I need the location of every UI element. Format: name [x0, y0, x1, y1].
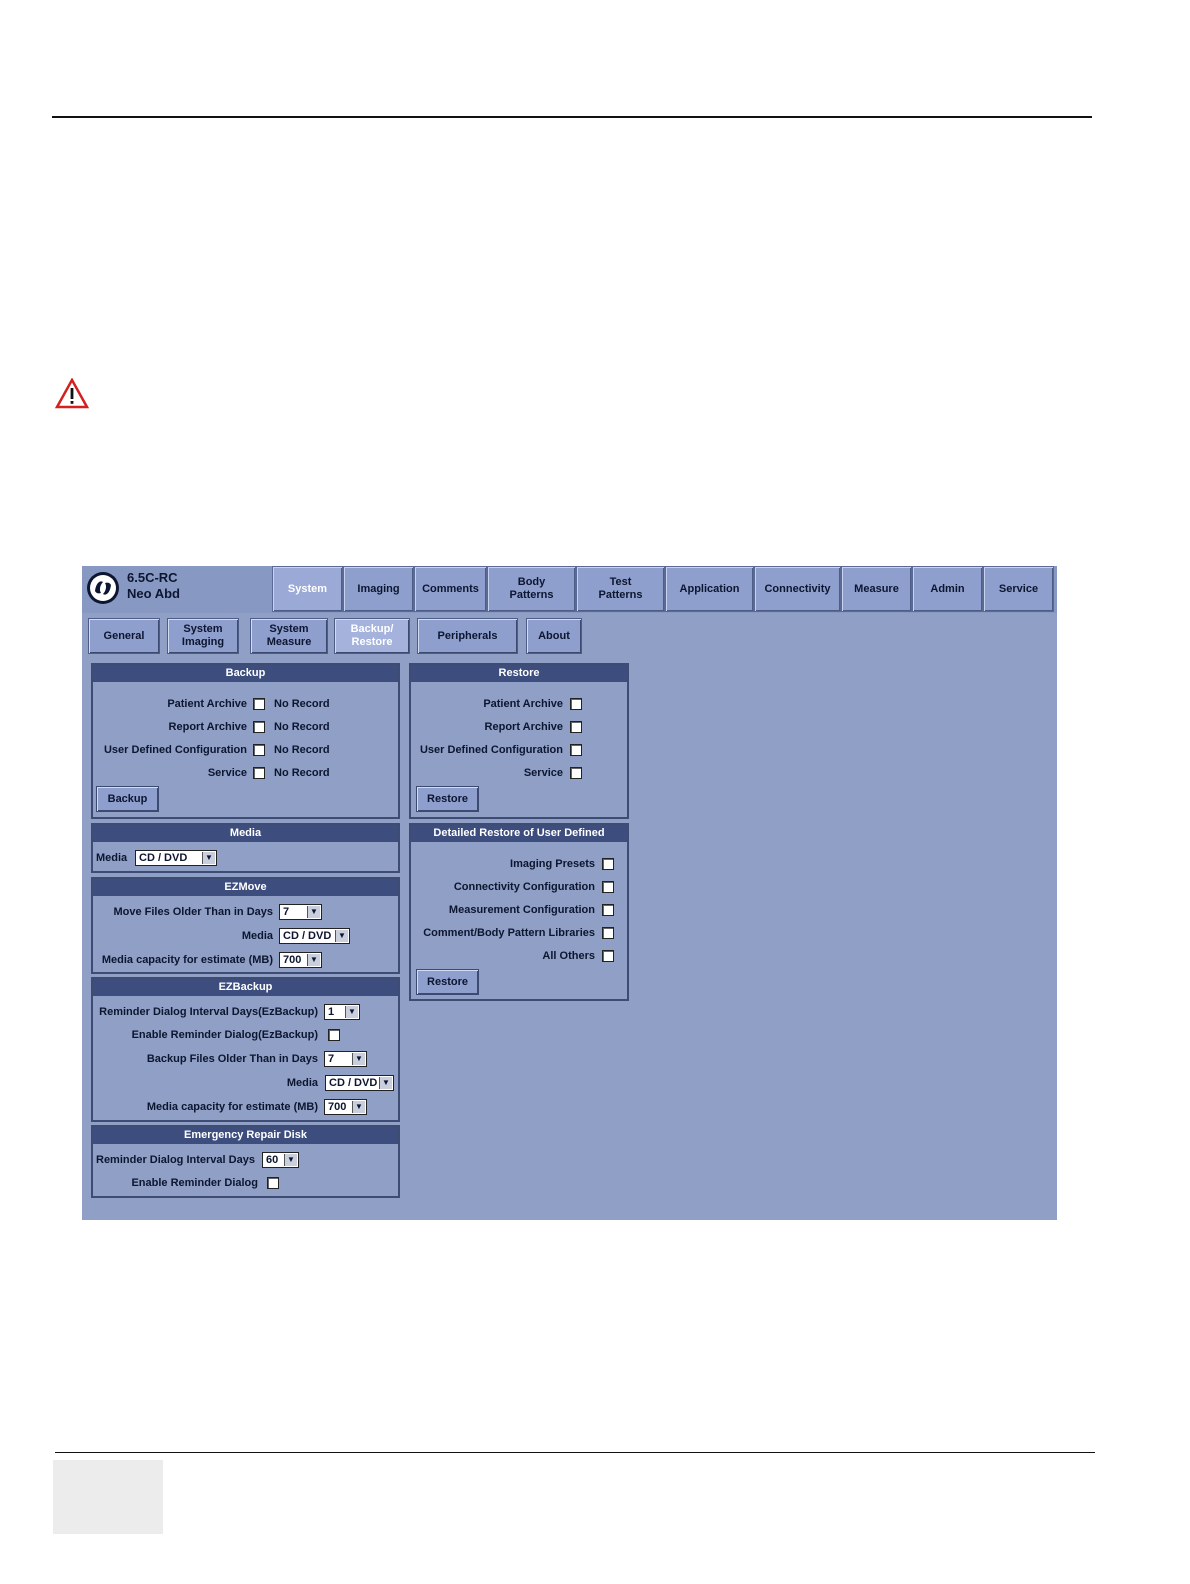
backup-panel [91, 663, 400, 819]
media-select[interactable] [135, 850, 217, 866]
restore-label: Patient Archive [483, 698, 563, 710]
warning-icon [55, 378, 89, 410]
preset-name: Neo Abd [127, 586, 180, 601]
top-rule [52, 116, 1092, 118]
chevron-down-icon[interactable]: ▼ [284, 1154, 297, 1166]
ultrasound-config-screen [82, 566, 1057, 1220]
detailed-restore-button[interactable]: Restore [416, 969, 479, 995]
all-others-checkbox[interactable] [602, 950, 614, 962]
detailed-restore-row [411, 901, 621, 919]
ezmove-days-row [93, 903, 393, 921]
ezbackup-interval-value: 1 [328, 1006, 335, 1018]
ezmove-panel [91, 877, 400, 974]
restore-row [411, 718, 621, 736]
erd-enable-checkbox[interactable] [267, 1177, 279, 1189]
restore-label: Service [523, 767, 563, 779]
backup-patient-archive-checkbox[interactable] [253, 698, 265, 710]
subtab-backup-restore[interactable]: Backup/ Restore [334, 618, 410, 654]
chevron-down-icon[interactable]: ▼ [352, 1101, 365, 1113]
detailed-restore-label: Measurement Configuration [448, 904, 595, 916]
media-panel [91, 823, 400, 873]
detailed-restore-panel [409, 823, 629, 1001]
ezmove-capacity-row [93, 951, 393, 969]
tab-admin[interactable]: Admin [912, 566, 983, 612]
backup-status: No Record [274, 767, 330, 779]
probe-name: 6.5C-RC [127, 570, 178, 585]
restore-label: User Defined Configuration [419, 744, 563, 756]
ezmove-media-value: CD / DVD [283, 930, 332, 942]
tab-service[interactable]: Service [983, 566, 1054, 612]
ezbackup-title: EZBackup [93, 979, 398, 996]
ezbackup-days-select[interactable] [324, 1051, 367, 1067]
restore-panel [409, 663, 629, 819]
restore-label: Report Archive [484, 721, 563, 733]
chevron-down-icon[interactable]: ▼ [379, 1077, 392, 1089]
backup-report-archive-checkbox[interactable] [253, 721, 265, 733]
chevron-down-icon[interactable]: ▼ [307, 954, 320, 966]
backup-row-service [93, 764, 393, 782]
ezbackup-capacity-label: Media capacity for estimate (MB) [146, 1101, 318, 1113]
measurement-config-checkbox[interactable] [602, 904, 614, 916]
backup-status: No Record [274, 698, 330, 710]
backup-button[interactable]: Backup [96, 786, 159, 812]
comment-body-pattern-checkbox[interactable] [602, 927, 614, 939]
restore-report-archive-checkbox[interactable] [570, 721, 582, 733]
ezmove-capacity-label: Media capacity for estimate (MB) [101, 954, 273, 966]
erd-enable-label: Enable Reminder Dialog [131, 1177, 258, 1189]
tab-connectivity[interactable]: Connectivity [754, 566, 841, 612]
chevron-down-icon[interactable]: ▼ [307, 906, 320, 918]
ezmove-capacity-select[interactable] [279, 952, 322, 968]
erd-interval-select[interactable] [262, 1152, 299, 1168]
chevron-down-icon[interactable]: ▼ [352, 1053, 365, 1065]
backup-title: Backup [93, 665, 398, 682]
backup-row-user-config [93, 741, 393, 759]
restore-title: Restore [411, 665, 627, 682]
ezbackup-interval-label: Reminder Dialog Interval Days(EzBackup) [99, 1006, 318, 1018]
ge-logo-icon [86, 571, 120, 605]
ezbackup-enable-row [93, 1026, 393, 1044]
detailed-restore-row [411, 947, 621, 965]
backup-label: Patient Archive [167, 698, 247, 710]
subtab-general[interactable]: General [88, 618, 160, 654]
ezmove-days-label: Move Files Older Than in Days [113, 906, 273, 918]
ezmove-capacity-value: 700 [283, 954, 302, 966]
subtab-system-imaging[interactable]: System Imaging [167, 618, 239, 654]
bottom-rule [55, 1452, 1095, 1453]
tab-test-patterns[interactable]: Test Patterns [576, 566, 665, 612]
detailed-restore-row [411, 855, 621, 873]
ezmove-title: EZMove [93, 879, 398, 896]
ezbackup-media-label: Media [286, 1077, 318, 1089]
tab-body-patterns[interactable]: Body Patterns [487, 566, 576, 612]
probe-info [127, 570, 180, 602]
backup-label: User Defined Configuration [103, 744, 247, 756]
restore-patient-archive-checkbox[interactable] [570, 698, 582, 710]
backup-user-config-checkbox[interactable] [253, 744, 265, 756]
restore-service-checkbox[interactable] [570, 767, 582, 779]
detailed-restore-label: All Others [542, 950, 595, 962]
erd-interval-value: 60 [266, 1154, 279, 1166]
ezbackup-interval-select[interactable] [324, 1004, 360, 1020]
erd-title: Emergency Repair Disk [93, 1127, 398, 1144]
detailed-restore-label: Comment/Body Pattern Libraries [423, 927, 595, 939]
tab-application[interactable]: Application [665, 566, 754, 612]
restore-button[interactable]: Restore [416, 786, 479, 812]
ezbackup-media-value: CD / DVD [329, 1077, 378, 1089]
tab-comments[interactable]: Comments [414, 566, 487, 612]
ezmove-media-select[interactable] [279, 928, 350, 944]
restore-row [411, 764, 621, 782]
detailed-restore-row [411, 878, 621, 896]
backup-status: No Record [274, 744, 330, 756]
connectivity-config-checkbox[interactable] [602, 881, 614, 893]
erd-interval-row [93, 1151, 393, 1169]
backup-service-checkbox[interactable] [253, 767, 265, 779]
detailed-restore-title: Detailed Restore of User Defined [411, 825, 627, 842]
ezbackup-panel [91, 977, 400, 1122]
backup-status: No Record [274, 721, 330, 733]
detailed-restore-row [411, 924, 621, 942]
chevron-down-icon[interactable]: ▼ [345, 1006, 358, 1018]
ezbackup-media-select[interactable] [325, 1075, 394, 1091]
restore-row [411, 695, 621, 713]
media-label: Media [96, 852, 128, 864]
ezbackup-enable-checkbox[interactable] [328, 1029, 340, 1041]
detailed-restore-label: Imaging Presets [510, 858, 595, 870]
backup-label: Report Archive [168, 721, 247, 733]
tab-system[interactable]: System [272, 566, 343, 612]
backup-label: Service [207, 767, 247, 779]
imaging-presets-checkbox[interactable] [602, 858, 614, 870]
ezbackup-days-value: 7 [328, 1053, 335, 1065]
erd-enable-row [93, 1174, 393, 1192]
subtab-peripherals[interactable]: Peripherals [417, 618, 518, 654]
ezbackup-enable-label: Enable Reminder Dialog(EzBackup) [131, 1029, 318, 1041]
media-title: Media [93, 825, 398, 842]
backup-row-patient-archive [93, 695, 393, 713]
restore-row [411, 741, 621, 759]
ezmove-days-value: 7 [283, 906, 290, 918]
top-header [82, 566, 1057, 613]
erd-interval-label: Reminder Dialog Interval Days [96, 1154, 255, 1166]
media-value: CD / DVD [139, 852, 188, 864]
chevron-down-icon[interactable]: ▼ [335, 930, 348, 942]
chevron-down-icon[interactable]: ▼ [202, 852, 215, 864]
backup-row-report-archive [93, 718, 393, 736]
ezbackup-capacity-select[interactable] [324, 1099, 367, 1115]
ezmove-media-label: Media [241, 930, 273, 942]
tab-imaging[interactable]: Imaging [343, 566, 414, 612]
footer-gray-box [53, 1460, 163, 1534]
emergency-repair-disk-panel [91, 1125, 400, 1198]
tab-measure[interactable]: Measure [841, 566, 912, 612]
ezbackup-days-label: Backup Files Older Than in Days [146, 1053, 318, 1065]
ezmove-days-select[interactable] [279, 904, 322, 920]
ezbackup-capacity-value: 700 [328, 1101, 347, 1113]
subtab-about[interactable]: About [526, 618, 582, 654]
detailed-restore-label: Connectivity Configuration [453, 881, 595, 893]
restore-user-config-checkbox[interactable] [570, 744, 582, 756]
subtab-system-measure[interactable]: System Measure [250, 618, 328, 654]
